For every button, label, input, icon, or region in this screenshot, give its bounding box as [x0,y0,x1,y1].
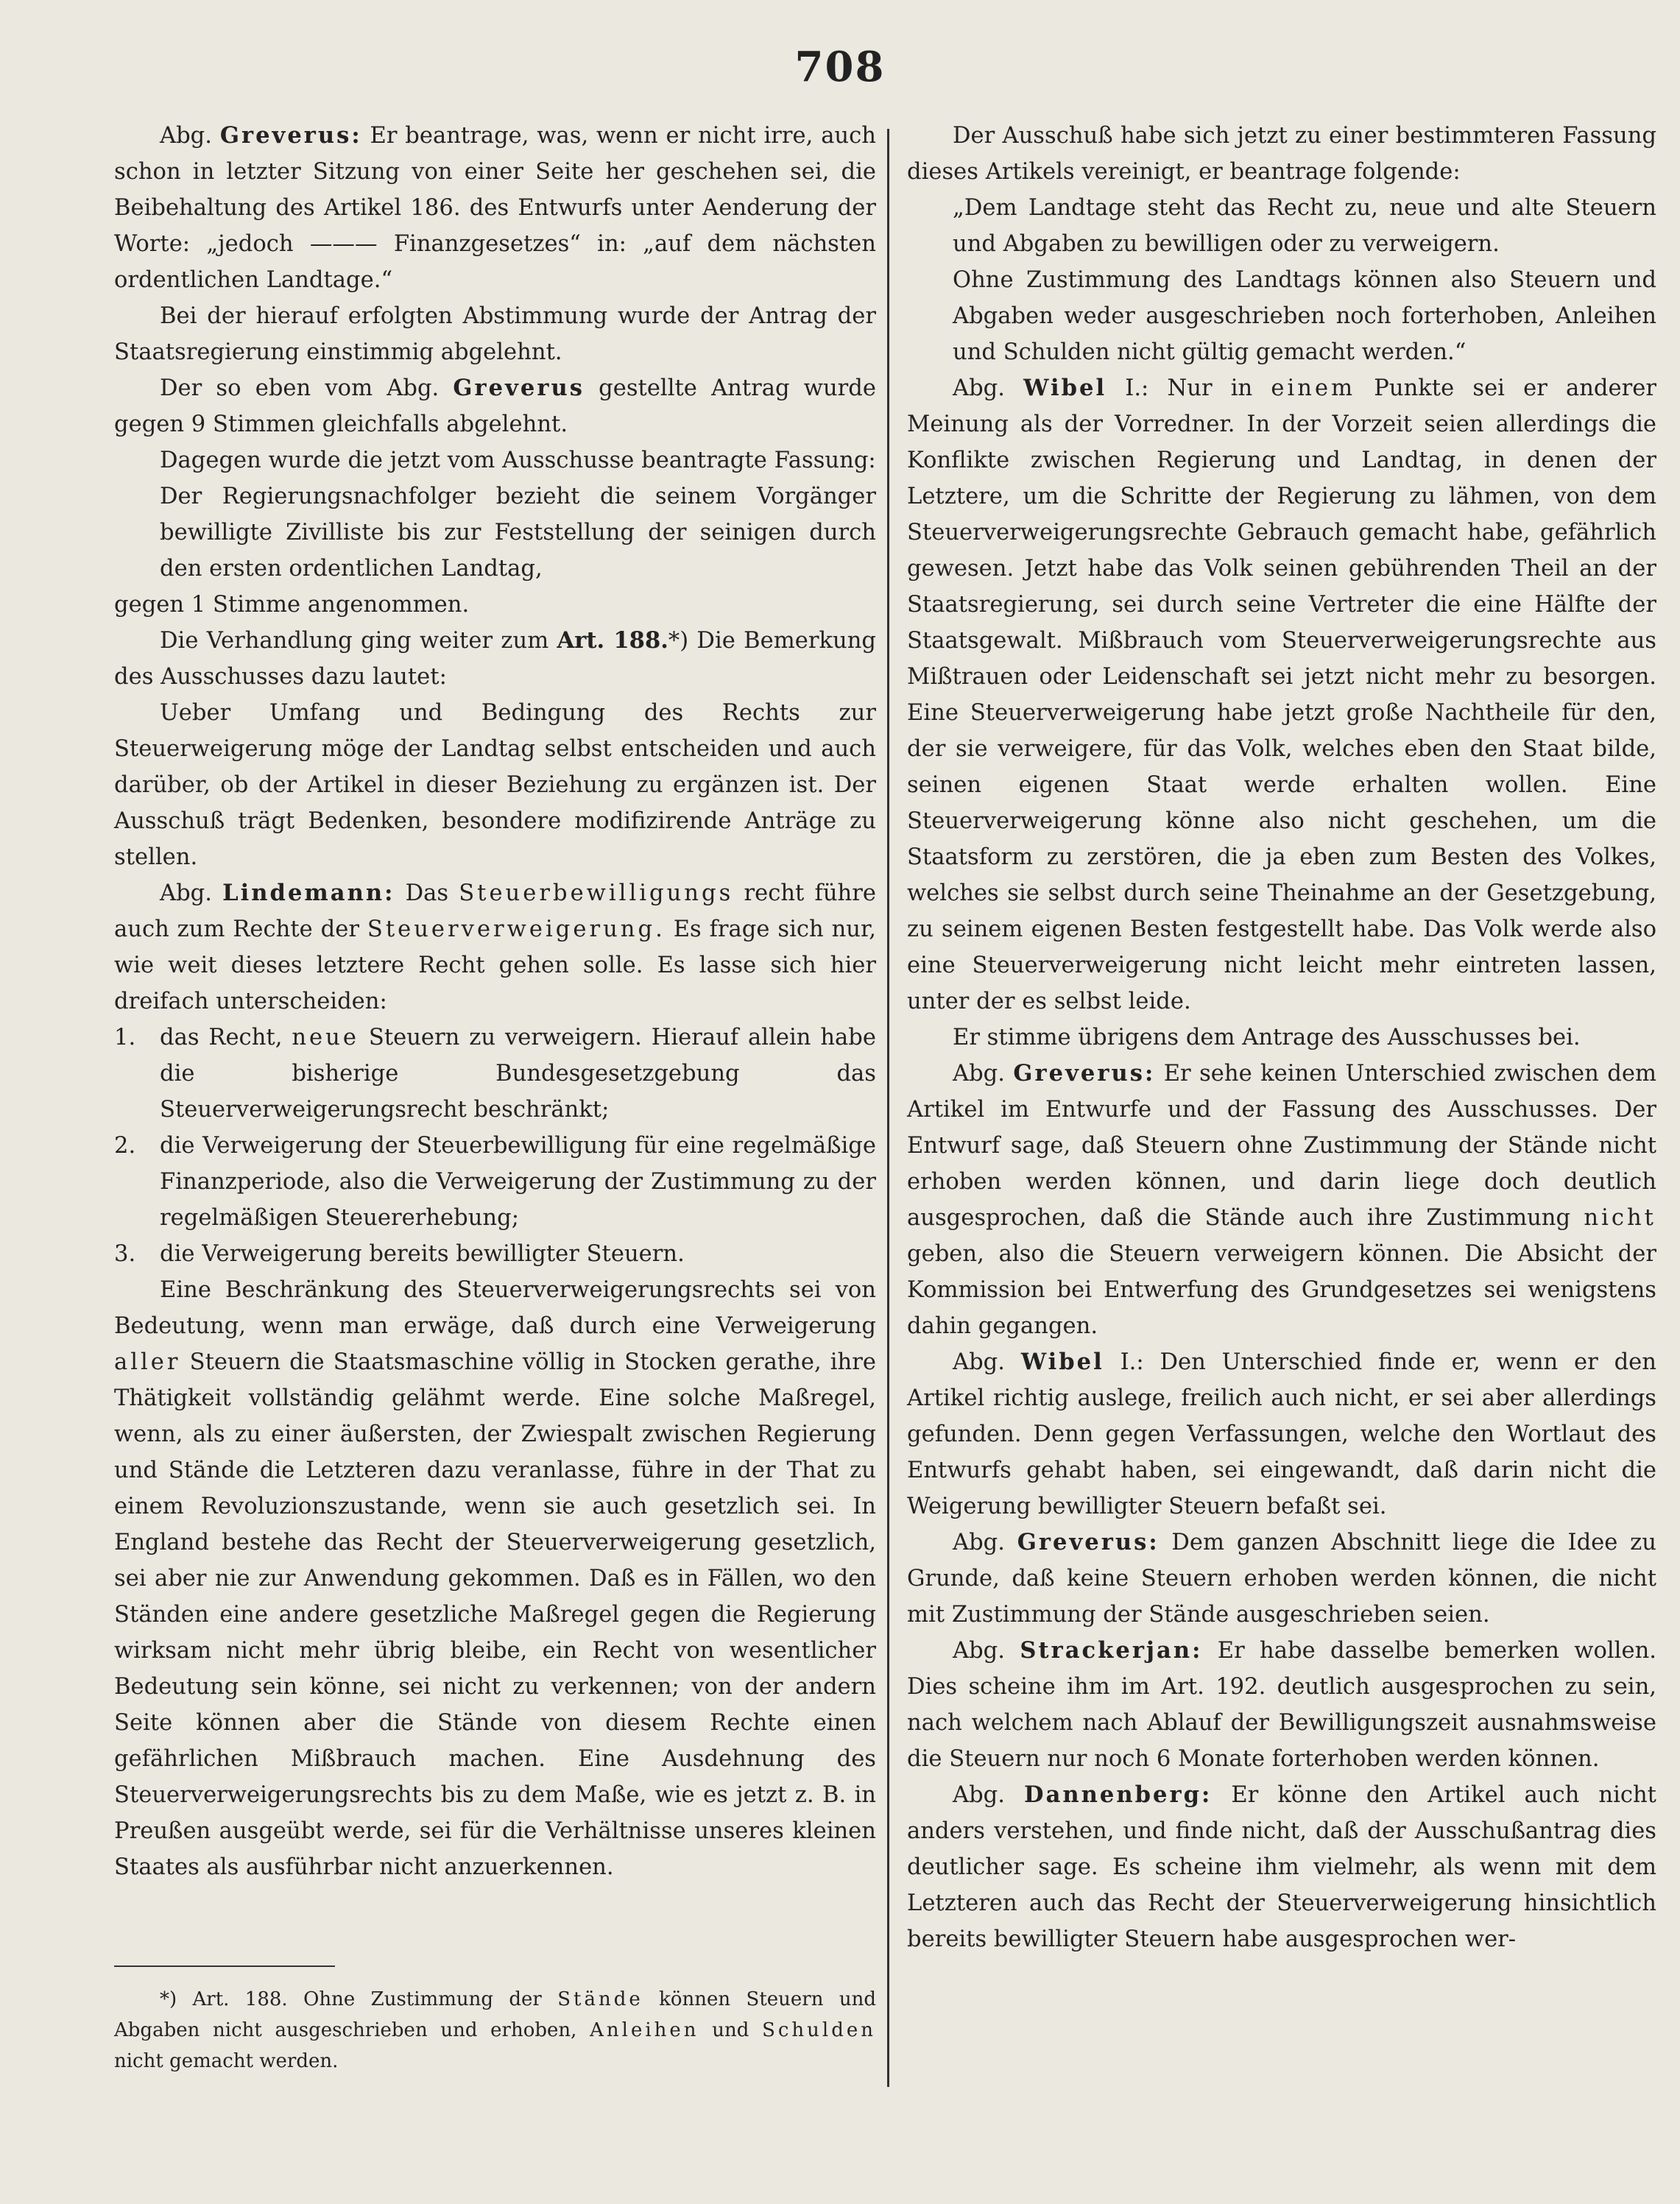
paragraph [907,1056,1656,1344]
text-span: Abg. [160,880,212,906]
quoted-text: Der Regierungsnachfolger bezieht die seinem Vorgänger bewilligte Zivilliste bis zur Feststellung der seinigen durch den ersten ordentlichen Landtag, [160,484,876,582]
list-item [114,1236,876,1272]
speaker-name: Greverus [453,375,585,401]
list-number: 2. [114,1133,136,1159]
speaker-name: Greverus: [1013,1060,1156,1087]
emphasis: nicht [1584,1205,1656,1231]
text-span: Er sehe keinen Unterschied zwischen dem Artikel im Entwurfe und der Fassung des Ausschusses. Der Entwurf sage, daß Steuern ohne Zustimmung der Stände nicht erhoben werden können, und darin liege doch deutlich ausgesprochen, daß die Stände auch ihre Zustimmung [907,1061,1656,1231]
text-span: Das [405,880,449,906]
right-column [907,118,1656,1957]
page-number: 708 [794,43,886,91]
text-span: und [712,2019,749,2041]
article-reference: Art. 188. [557,627,668,654]
paragraph [907,1633,1656,1777]
text-span: die Verweigerung bereits bewilligter Steuern. [160,1241,685,1267]
column-divider [887,129,889,2087]
speaker-name: Strackerjan: [1020,1637,1203,1664]
list-number: 1. [114,1025,136,1050]
text-span: Steuern die Staatsmaschine völlig in Stocken gerathe, ihre Thätigkeit vollständig gelähmt werde. Eine solche Maßregel, wenn, als zu einer äußersten, der Zwiespalt zwischen Regierung und Stände die Letzteren dazu veranlasse, führe in der That zu einem Revoluzionszustande, wenn sie auch gesetzlich sei. In England bestehe das Recht der Steuerverweigerung gesetzlich, sei aber nie zur Anwendung gekommen. Daß es in Fällen, wo den Ständen eine andere gesetzliche Maßregel gegen die Regierung wirksam nicht mehr übrig bleibe, ein Recht von wesentlicher Bedeutung sein könne, sei nicht zu verkennen; von der andern Seite können aber die Stände von diesem Rechte einen gefährlichen Mißbrauch machen. Eine Ausdehnung des Steuerverweigerungsrechts bis zu dem Maße, wie es jetzt z. B. in Preußen ausgeübt werde, sei für die Verhältnisse unseres kleinen Staates als ausführbar nicht anzuerkennen. [114,1349,876,1880]
text-span: I.: Den Unterschied finde er, wenn er den Artikel richtig auslege, freilich auch nicht, er sei aber allerdings gefunden. Denn gegen Verfassungen, welche den Wortlaut des Entwurfs gehabt haben, sei eingewandt, daß darin nicht die Weigerung bewilligter Steuern befaßt sei. [907,1349,1656,1519]
paragraph [114,875,876,1020]
emphasis: neue [292,1025,359,1050]
text-span: Abg. [953,1061,1005,1087]
text-span: Punkte sei er anderer Meinung als der Vorredner. In der Vorzeit seien allerdings die Konflikte zwischen Regierung und Landtag, in denen der Letztere, um die Schritte der Regierung zu lähmen, von dem Steuerverweigerungsrechte Gebrauch gemacht habe, gefährlich gewesen. Jetzt habe das Volk seinen gebührenden Theil an der Staatsregierung, sei durch seine Vertreter die eine Hälfte der Staatsgewalt. Mißbrauch vom Steuerverweigerungsrechte aus Mißtrauen oder Leidenschaft sei jetzt nicht mehr zu besorgen. Eine Steuerverweigerung habe jetzt große Nachtheile für den, der sie verweigere, für das Volk, welches eben den Staat bilde, seinen eigenen Staat werde erhalten wollen. Eine Steuerverweigerung könne also nicht geschehen, um die Staatsform zu zerstören, die ja eben zum Besten des Volkes, welches sie selbst durch seine Theinahme an der Gesetzgebung, zu seinem eigenen Besten festgestellt habe. Das Volk werde also eine Steuerverweigerung nicht leicht mehr eintreten lassen, unter der es selbst leide. [907,375,1656,1014]
emphasis: aller [114,1349,181,1375]
text-span: Eine Beschränkung des Steuerverweigerungsrechts sei von Bedeutung, wenn man erwäge, daß durch eine Verweigerung [114,1277,876,1339]
text-span: geben, also die Steuern verweigern können. Die Absicht der Kommission bei Entwerfung des Grundgesetzes sei wenigstens dahin gegangen. [907,1241,1656,1339]
emphasis: Schulden [762,2019,877,2041]
paragraph [114,1272,876,1885]
speaker-name: Greverus: [219,122,362,149]
text-span: können Steuern und Abgaben nicht ausgeschrieben und erhoben, [114,1988,876,2041]
text-span: Dem ganzen Abschnitt liege die Idee zu Grunde, daß keine Steuern erhoben werden können, die nicht mit Zustimmung der Stände ausgeschrieben seien. [907,1530,1656,1628]
list-item [114,1128,876,1236]
text-span: recht führe auch zum Rechte der [114,880,876,942]
paragraph [907,1777,1656,1957]
text-span: *) Art. 188. Ohne Zustimmung der [160,1988,542,2010]
text-span: Abg. [953,1782,1005,1808]
text-span: *) Die Bemerkung des Ausschusses dazu lautet: [114,628,876,690]
list-number: 3. [114,1241,136,1267]
speaker-name: Dannenberg: [1024,1781,1213,1808]
text-span: Abg. [160,123,212,149]
text-span: die Verweigerung der Steuerbewilligung für eine regelmäßige Finanzperiode, also die Verweigerung der Zustimmung zu der regelmäßigen Steuererhebung; [160,1133,876,1231]
footnote-text [114,1984,876,2077]
text-span: Steuern zu verweigern. Hierauf allein habe die bisherige Bundesgesetzgebung das Steuerverweigerungsrecht beschränkt; [160,1025,876,1123]
list-item [114,1020,876,1128]
text-span: gestellte Antrag wurde gegen 9 Stimmen gleichfalls abgelehnt. [114,375,876,437]
text-span: nicht gemacht werden. [114,2050,339,2072]
speaker-name: Greverus: [1017,1529,1160,1555]
text-span: Abg. [953,375,1005,401]
emphasis: einem [1271,375,1356,401]
speaker-name: Wibel [1020,1349,1104,1375]
paragraph: gegen 1 Stimme angenommen. [114,592,470,618]
text-span: Der so eben vom Abg. [160,375,440,401]
quoted-text: Ohne Zustimmung des Landtags können also Steuern und Abgaben weder ausgeschrieben noch forterhoben, Anleihen und Schulden nicht gültig gemacht werden.“ [953,267,1656,365]
paragraph: Der Ausschuß habe sich jetzt zu einer bestimmteren Fassung dieses Artikels vereinigt, er beantrage folgende: [907,123,1656,185]
footnote-divider [114,1965,335,1967]
paragraph [907,1344,1656,1525]
text-span: Abg. [953,1638,1005,1664]
paragraph: Bei der hierauf erfolgten Abstimmung wurde der Antrag der Staatsregierung einstimmig abgelehnt. [114,303,876,365]
text-span: Er beantrage, was, wenn er nicht irre, auch schon in letzter Sitzung von einer Seite her geschehen sei, die Beibehaltung des Artikel 186. des Entwurfs unter Aenderung der Worte: „jedoch ——— Finanzgesetzes“ in: „auf dem nächsten ordentlichen Landtage.“ [114,123,876,293]
paragraph: Dagegen wurde die jetzt vom Ausschusse beantragte Fassung: [160,448,876,473]
paragraph: Ueber Umfang und Bedingung des Rechts zur Steuerweigerung möge der Landtag selbst entscheiden und auch darüber, ob der Artikel in dieser Beziehung zu ergänzen ist. Der Ausschuß trägt Bedenken, besondere modifizirende Anträge zu stellen. [114,700,876,870]
text-span: Er habe dasselbe bemerken wollen. Dies scheine ihm im Art. 192. deutlich ausgesprochen zu sein, nach welchem nach Ablauf der Bewilligungszeit ausnahmsweise die Steuern nur noch 6 Monate forterhoben werden können. [907,1638,1657,1772]
numbered-list [114,1020,876,1272]
speaker-name: Lindemann: [222,880,395,906]
emphasis: Steuerbewilligungs [459,880,734,906]
paragraph [114,118,876,298]
paragraph [114,370,876,442]
text-span: Die Verhandlung ging weiter zum [160,628,549,654]
paragraph: Er stimme übrigens dem Antrage des Ausschusses bei. [953,1025,1581,1050]
emphasis: Steuerverweigerung. [367,916,666,942]
paragraph [907,1525,1656,1633]
emphasis: Anleihen [590,2019,699,2041]
text-span: Abg. [953,1349,1005,1375]
emphasis: Stände [557,1988,643,2010]
speaker-name: Wibel [1023,375,1107,401]
text-span: Es frage sich nur, wie weit dieses letztere Recht gehen solle. Es lasse sich hier dreifach unterscheiden: [114,916,876,1014]
left-column [114,118,876,1885]
quoted-text: „Dem Landtage steht das Recht zu, neue und alte Steuern und Abgaben zu bewilligen oder zu verweigern. [953,195,1656,257]
footnote [114,1984,876,2077]
text-span: Abg. [953,1530,1005,1555]
paragraph [114,623,876,695]
paragraph [907,370,1656,1020]
text-span: das Recht, [160,1025,283,1050]
text-span: Er könne den Artikel auch nicht anders verstehen, und finde nicht, daß der Ausschußantrag dies deutlicher sage. Es scheine ihm vielmehr, als wenn mit dem Letzteren auch das Recht der Steuerverweigerung hinsichtlich bereits bewilligter Steuern habe ausgesprochen wer- [907,1782,1656,1952]
text-span: I.: Nur in [1125,375,1253,401]
